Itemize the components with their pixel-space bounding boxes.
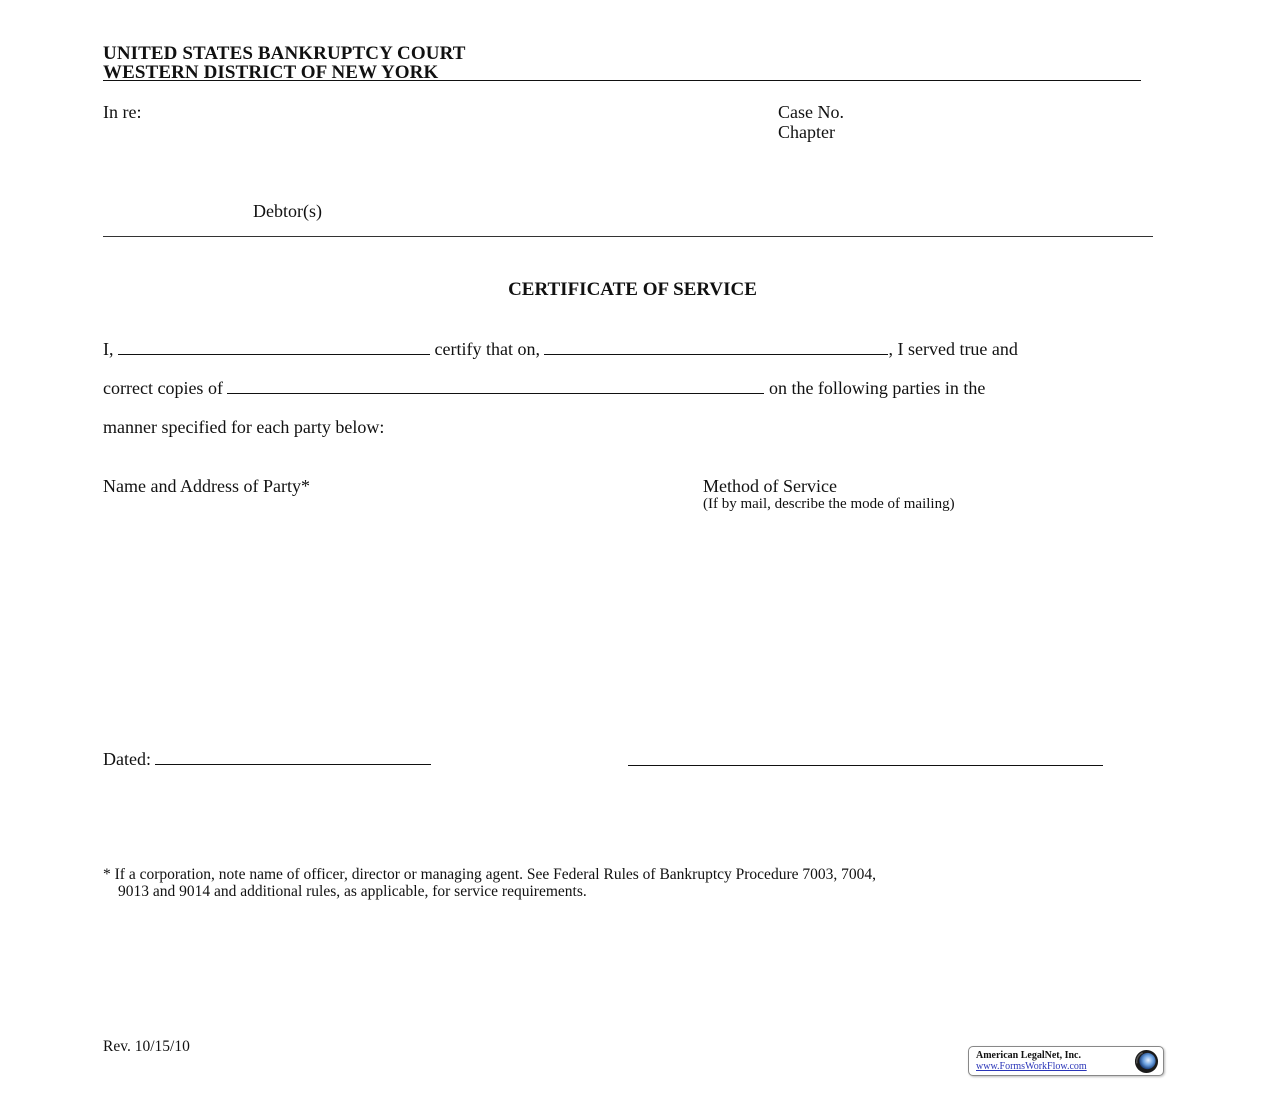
footnote-line-1: * If a corporation, note name of officer, director or managing agent. See Federal Rules of Bankruptcy Procedure 7003, 7004, <box>103 866 876 883</box>
certification-line-3: manner specified for each party below: <box>103 417 385 437</box>
revision-date: Rev. 10/15/10 <box>103 1038 190 1055</box>
caption-divider <box>103 236 1153 237</box>
court-name: UNITED STATES BANKRUPTCY COURT <box>103 43 466 64</box>
copies-prefix: correct copies of <box>103 378 223 398</box>
service-date-blank[interactable] <box>544 340 888 355</box>
globe-icon <box>1134 1049 1159 1074</box>
dated-line <box>103 749 431 769</box>
case-number-label: Case No. <box>778 102 844 122</box>
document-title: CERTIFICATE OF SERVICE <box>508 279 757 300</box>
in-re-label: In re: <box>103 102 142 122</box>
publisher-name: American LegalNet, Inc. <box>976 1050 1081 1061</box>
method-column-header: Method of Service <box>703 476 837 496</box>
publisher-logo <box>968 1046 1164 1076</box>
certification-line-2 <box>103 378 985 398</box>
chapter-label: Chapter <box>778 122 835 142</box>
certify-mid: certify that on, <box>434 339 540 359</box>
signature-line[interactable] <box>628 765 1103 766</box>
debtor-label: Debtor(s) <box>253 201 322 221</box>
certify-prefix: I, <box>103 339 114 359</box>
header-divider <box>103 80 1141 81</box>
party-column-header: Name and Address of Party* <box>103 476 310 496</box>
court-district: WESTERN DISTRICT OF NEW YORK <box>103 62 439 83</box>
certification-line-1 <box>103 339 1018 359</box>
dated-label: Dated: <box>103 749 151 769</box>
documents-served-blank[interactable] <box>227 379 764 394</box>
footnote-line-2: 9013 and 9014 and additional rules, as applicable, for service requirements. <box>118 883 587 900</box>
certify-suffix: , I served true and <box>888 339 1018 359</box>
dated-blank[interactable] <box>155 750 431 765</box>
publisher-url-link[interactable]: www.FormsWorkFlow.com <box>976 1061 1087 1072</box>
copies-suffix: on the following parties in the <box>768 378 986 398</box>
certifier-name-blank[interactable] <box>118 340 430 355</box>
method-column-subheader: (If by mail, describe the mode of mailing) <box>703 496 955 512</box>
